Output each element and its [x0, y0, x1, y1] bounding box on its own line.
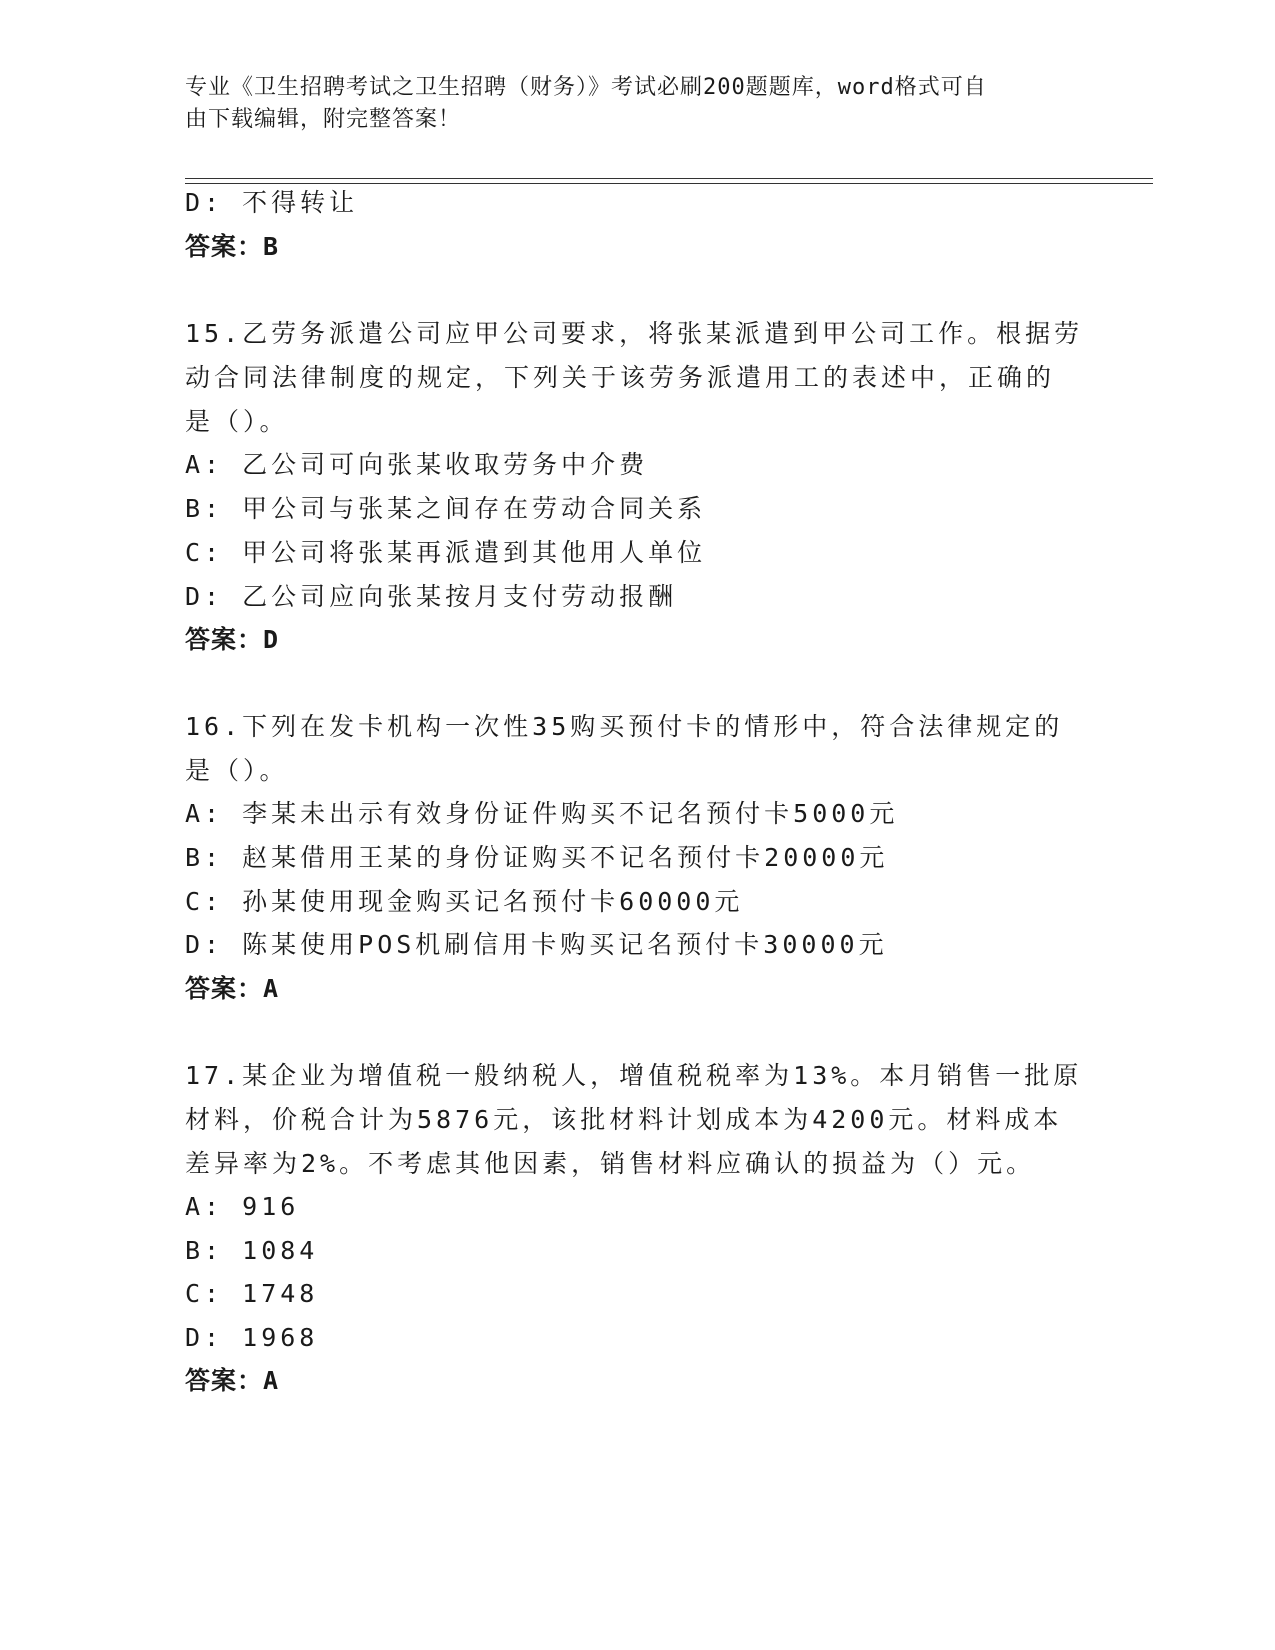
q17-stem-line-1: 17.某企业为增值税一般纳税人，增值税税率为13%。本月销售一批原 — [185, 1061, 1083, 1090]
q17-option-d: D: 1968 — [185, 1323, 319, 1352]
q15-option-c: C: 甲公司将张某再派遣到其他用人单位 — [185, 538, 707, 567]
header-line-1: 专业《卫生招聘考试之卫生招聘（财务）》考试必刷200题题库，word格式可自 — [185, 75, 987, 100]
prev-option-d: D: 不得转让 — [185, 188, 359, 217]
q16-option-c: C: 孙某使用现金购买记名预付卡60000元 — [185, 887, 744, 916]
q16-option-b: B: 赵某借用王某的身份证购买不记名预付卡20000元 — [185, 843, 889, 872]
header-line-2: 由下载编辑，附完整答案！ — [185, 107, 462, 132]
q16-option-a: A: 李某未出示有效身份证件购买不记名预付卡5000元 — [185, 799, 899, 828]
q17-option-c: C: 1748 — [185, 1279, 319, 1308]
q17-stem-line-3: 差异率为2%。不考虑其他因素，销售材料应确认的损益为（）元。 — [185, 1149, 1036, 1178]
q16-answer: 答案：A — [185, 974, 280, 1003]
q15-stem-line-3: 是（）。 — [185, 407, 289, 436]
q15-stem-line-2: 动合同法律制度的规定，下列关于该劳务派遣用工的表述中，正确的 — [185, 363, 1056, 392]
q15-option-a: A: 乙公司可向张某收取劳务中介费 — [185, 450, 649, 479]
q17-option-b: B: 1084 — [185, 1236, 319, 1265]
q15-stem-line-1: 15.乙劳务派遣公司应甲公司要求，将张某派遣到甲公司工作。根据劳 — [185, 319, 1084, 348]
q17-option-a: A: 916 — [185, 1192, 300, 1221]
q15-answer: 答案：D — [185, 625, 280, 654]
q16-option-d: D: 陈某使用POS机刷信用卡购买记名预付卡30000元 — [185, 930, 888, 959]
document-header — [185, 72, 1065, 136]
q17-answer: 答案：A — [185, 1366, 280, 1395]
q17-stem-line-2: 材料，价税合计为5876元，该批材料计划成本为4200元。材料成本 — [185, 1105, 1063, 1134]
q16-stem-line-1: 16.下列在发卡机构一次性35购买预付卡的情形中，符合法律规定的 — [185, 712, 1064, 741]
q16-stem-line-2: 是（）。 — [185, 756, 289, 785]
prev-answer: 答案：B — [185, 232, 280, 261]
q15-option-b: B: 甲公司与张某之间存在劳动合同关系 — [185, 494, 707, 523]
q15-option-d: D: 乙公司应向张某按月支付劳动报酬 — [185, 582, 678, 611]
header-divider-bottom — [185, 183, 1153, 184]
header-divider-top — [185, 178, 1153, 179]
